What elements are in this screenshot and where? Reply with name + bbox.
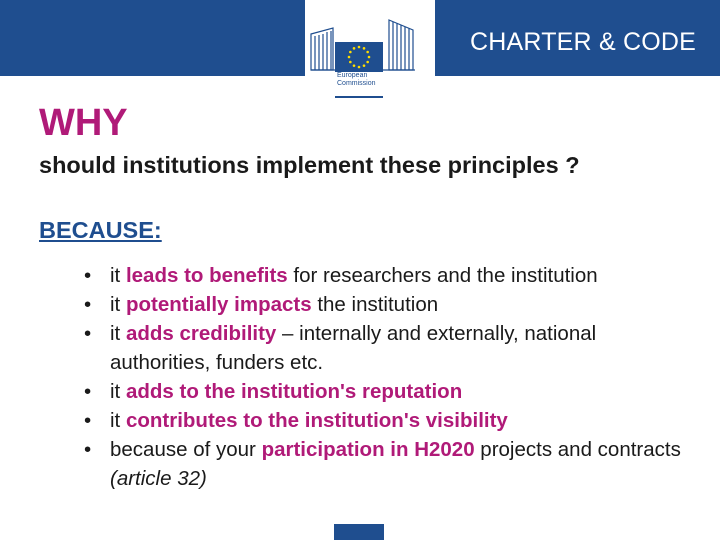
eu-star-icon	[348, 56, 351, 59]
eu-star-icon	[358, 46, 361, 49]
european-commission-logo	[305, 0, 435, 100]
logo-line-2: Commission	[337, 80, 376, 87]
list-item: • because of your participation in H2020 projects and contracts (article 32)	[84, 435, 694, 493]
logo-line-1: European	[337, 72, 368, 79]
subtitle: should institutions implement these principles ?	[39, 152, 580, 178]
because-label: BECAUSE:	[39, 217, 162, 243]
list-item: • it contributes to the institution's visibility	[84, 406, 694, 435]
footer-mark	[334, 524, 384, 540]
reasons-list	[84, 261, 694, 493]
eu-star-icon	[349, 51, 352, 54]
eu-star-icon	[368, 56, 371, 59]
logo-wordmark	[337, 72, 397, 88]
eu-star-icon	[363, 47, 366, 50]
eu-star-icon	[353, 64, 356, 67]
list-item: • it adds credibility – internally and externally, national authorities, funders etc.	[84, 319, 694, 377]
eu-star-icon	[349, 61, 352, 64]
eu-star-icon	[366, 61, 369, 64]
list-item: • it potentially impacts the institution	[84, 290, 694, 319]
header-title: CHARTER & CODE	[470, 28, 696, 56]
heading-why: WHY	[39, 102, 128, 144]
list-item: • it adds to the institution's reputation	[84, 377, 694, 406]
list-item: • it leads to benefits for researchers and the institution	[84, 261, 694, 290]
eu-star-icon	[358, 66, 361, 69]
eu-star-icon	[353, 47, 356, 50]
eu-star-icon	[363, 64, 366, 67]
eu-star-icon	[366, 51, 369, 54]
